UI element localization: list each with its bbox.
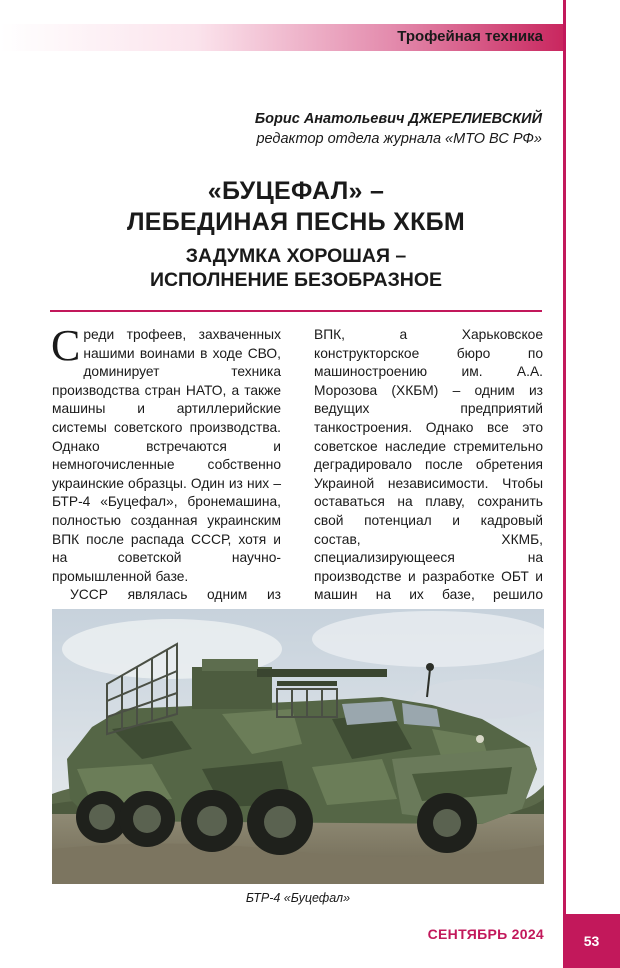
section-title: Трофейная техника	[397, 28, 543, 45]
article-title-line-1: «БУЦЕФАЛ» –	[207, 177, 385, 205]
body-paragraph-1	[51, 321, 281, 586]
page-number-box	[563, 914, 620, 968]
page-number: 53	[583, 933, 600, 949]
photo-caption: БТР-4 «Буцефал»	[245, 891, 351, 905]
article-subtitle-line-1: ЗАДУМКА ХОРОШАЯ –	[185, 245, 407, 267]
author-role: редактор отдела журнала «МТО ВС РФ»	[256, 131, 542, 147]
article-title-line-2: ЛЕБЕДИНАЯ ПЕСНЬ ХКБМ	[126, 208, 466, 236]
right-accent-rule	[563, 0, 566, 925]
section-header-band	[0, 24, 563, 51]
body-column-left	[51, 321, 281, 624]
body-column-right	[314, 326, 543, 642]
article-subtitle-line-2: ИСПОЛНЕНИЕ БЕЗОБРАЗНОЕ	[149, 269, 443, 291]
title-divider	[50, 310, 542, 312]
body-paragraph-3: ВПК, а Харьковское конструкторское бюро по машиностроению им. А.А. Морозова (ХКБМ) – одним из ведущих предприятий танкостроения. Однако все это советское наследие стремительно деградировало после обретения Украиной независимости. Чтобы оставаться на плаву, сохранить свой потенциал и кадровый состав, ХКМБ, специализирующееся на производстве и разработке ОБТ и машин на их базе, решило	[314, 327, 543, 603]
article-title-block	[50, 176, 542, 292]
drop-cap: С	[51, 321, 81, 370]
author-surname: ДЖЕРЕЛИЕВСКИЙ	[408, 111, 542, 127]
byline	[255, 109, 542, 149]
author-name: Борис Анатольевич	[254, 111, 405, 127]
vehicle-photo	[52, 609, 544, 884]
body-paragraph-2: УССР являлась одним из	[70, 587, 281, 603]
body-paragraph-1-text: реди трофеев, захваченных нашими воинами в ходе СВО, доминирует техника производства стран НАТО, а также машины и артиллерийские системы советского производства. Однако встречаются и немногочисленные собственно украинские образцы. Один из них – БТР-4 «Буцефал», бронемашина, полностью созданная украинским ВПК после распада СССР, хотя и на советской научно-промышленной базе.	[52, 327, 281, 584]
issue-date: СЕНТЯБРЬ 2024	[427, 926, 544, 942]
